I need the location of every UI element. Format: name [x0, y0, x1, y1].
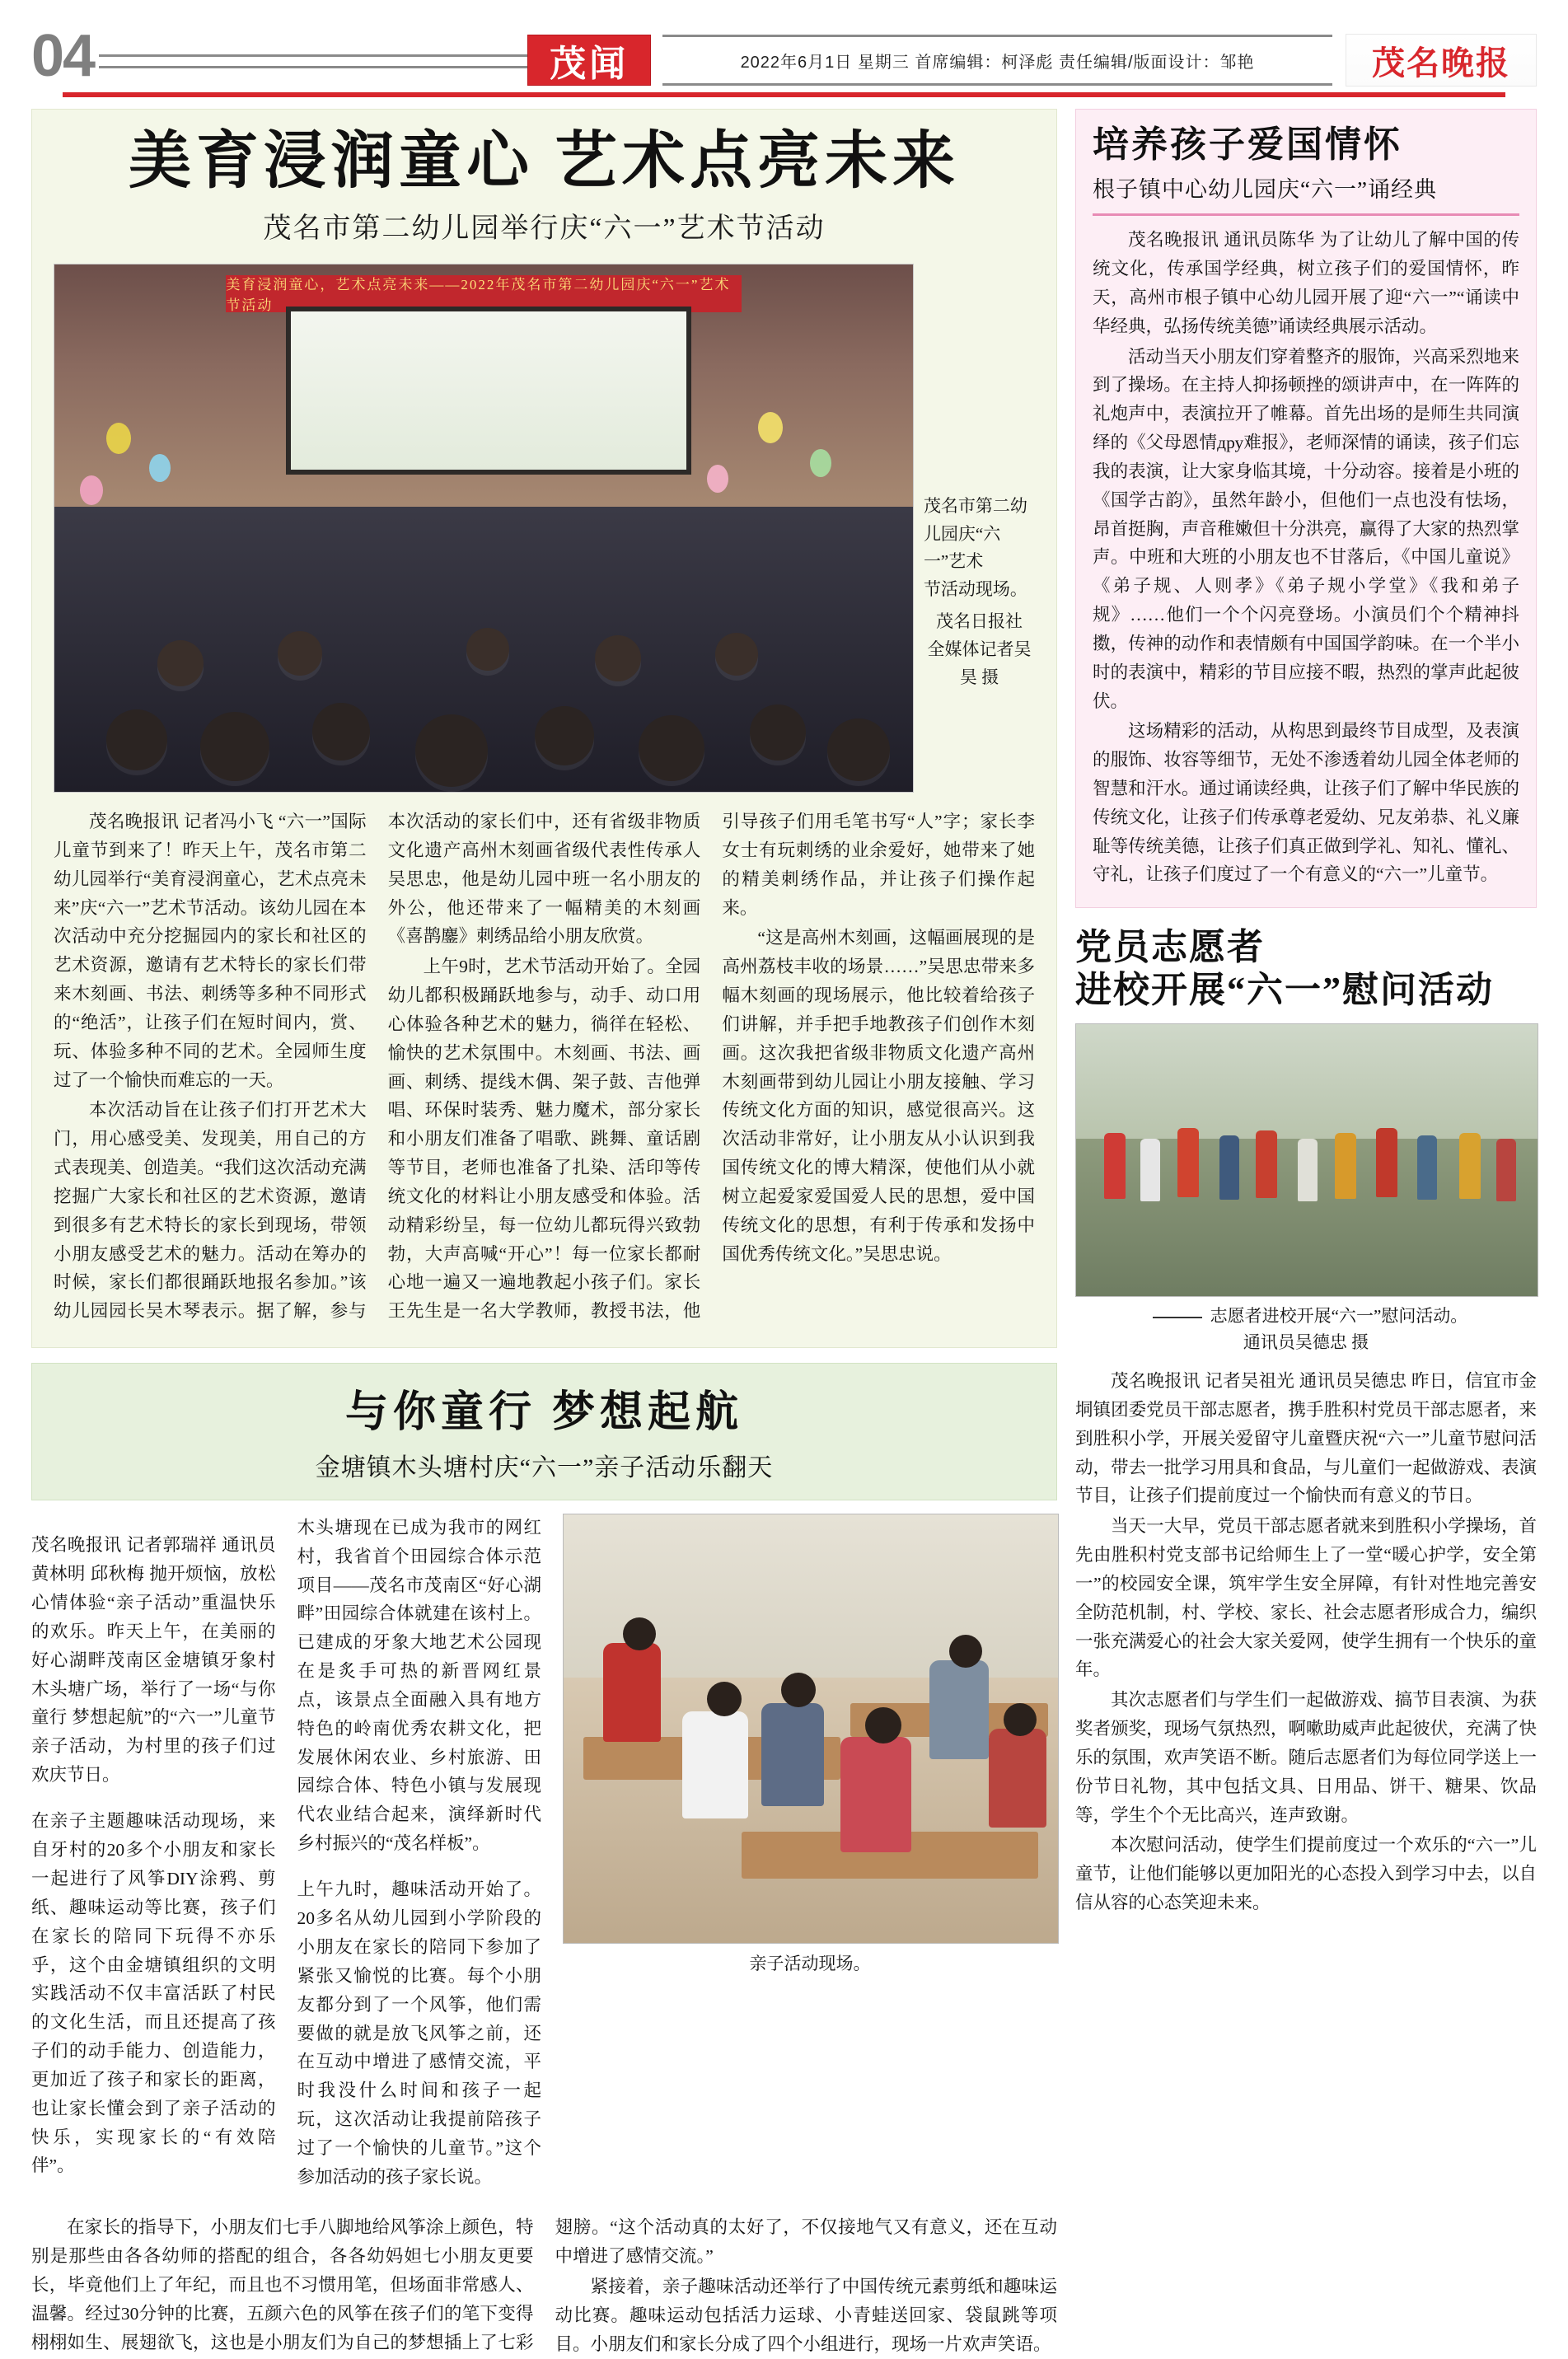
section-badge: 茂闻	[527, 35, 651, 86]
lead-body	[54, 807, 1035, 1326]
right-story2-paragraph: 当天一大早，党员干部志愿者就来到胜积小学操场，首先由胜积村党支部书记给师生上了一堂“暖心护学，安全第一”的校园安全课，筑牢学生安全屏障，有针对性地完善安全防范机制，村、学校、家长、社会志愿者形成合力，编织一张充满爱心的社会大家关爱网，使学生拥有一个快乐的童年。	[1075, 1516, 1537, 1680]
caption-line-1: 茂名市第二幼	[923, 496, 1027, 517]
right-story1-paragraph: 茂名晚报讯 通讯员陈华 为了让幼儿了解中国的传统文化，传承国学经典，树立孩子们的爱国情怀，昨天，高州市根子镇中心幼儿园开展了迎“六一”“诵读中华经典，弘扬传统美德”诵读经典展示活动。	[1093, 230, 1519, 336]
photo-person	[1298, 1139, 1318, 1201]
audience-head	[312, 703, 370, 761]
lead-photo	[54, 264, 914, 793]
lead-headline: 美育浸润童心 艺术点亮未来	[129, 127, 960, 196]
caption-credit-1: 茂名日报社	[935, 611, 1023, 632]
lead-story	[31, 109, 1057, 1348]
lead-paragraph: “这是高州木刻画，这幅画展现的是高州荔枝丰收的场景……”吴思忠带来多幅木刻画的现场展示，他比较着给孩子们讲解，并手把手地教孩子们创作木刻画。这次我把省级非物质文化遗产高州木刻画带到幼儿园让小朋友接触、学习传统文化方面的知识，感觉很高兴。这次活动非常好，让小朋友从小认识到我国传统文化的博大精深，使他们从小就树立起爱家爱国爱人民的思想，爱中国传统文化的思想，有利于传承和发扬中国优秀传统文化。”吴思忠说。	[722, 928, 1035, 1264]
masthead	[31, 0, 1537, 97]
right-story1-paragraph: 活动当天小朋友们穿着整齐的服饰，兴高采烈地来到了操场。在主持人抑扬顿挫的颂讲声中，在一阵阵的礼炮声中，表演拉开了帷幕。首先出场的是师生共同演绎的《父母恩情дру难报》，老师深情的诵读，孩子们忘我的表演，让大家身临其境，十分动容。接着是小班的《国学古韵》，虽然年龄小，但他们一点也没有怯场，昂首挺胸，声音稚嫩但十分洪亮，赢得了大家的热烈掌声。中班和大班的小朋友也不甘落后，《中国儿童说》《弟子规、人则孝》《弟子规小学堂》《我和弟子规》……他们一个个闪亮登场。小演员们个个精神抖擞，传神的动作和表情颇有中国国学韵味。在一个半小时的表演中，精彩的节目应接不暇，热烈的掌声此起彼伏。	[1093, 346, 1519, 711]
photo-person	[1256, 1130, 1277, 1198]
story2-tail	[31, 2213, 1057, 2358]
photo-person-head	[707, 1682, 742, 1716]
right-column	[1075, 109, 1537, 2300]
photo-person	[1417, 1135, 1437, 1200]
story2-subheadline: 金塘镇木头塘村庆“六一”亲子活动乐翻天	[315, 1453, 774, 1481]
audience-head	[278, 631, 322, 676]
photo-person	[1177, 1128, 1199, 1197]
right-story2-headline-line2: 进校开展“六一”慰问活动	[1075, 970, 1494, 1011]
photo-person	[1376, 1128, 1397, 1197]
story-volunteer-visit	[1075, 923, 1537, 1919]
story2-photo-caption: 亲子活动现场。	[749, 1953, 871, 1973]
photo-person-head	[623, 1617, 656, 1650]
right-story2-paragraph: 其次志愿者们与学生们一起做游戏、搞节目表演、为获奖者颁奖，现场气氛热烈，啊嗽助威声此起彼伏，充满了快乐的氛围，欢声笑语不断。随后志愿者们为每位同学送上一份节日礼物，其中包括文具、日用品、饼干、糖果、饮品等，学生个个无比高兴，连声致谢。	[1075, 1690, 1537, 1825]
photo-person	[989, 1729, 1046, 1828]
right-story2-caption	[1075, 1304, 1537, 1355]
caption-credit-2: 全媒体记者吴昊 摄	[927, 639, 1032, 687]
story-parent-child-activity	[31, 1363, 1057, 2359]
right-story2-paragraph: 茂名晚报讯 记者吴祖光 通讯员吴德忠 昨日，信宜市金垌镇团委党员干部志愿者，携手胜积村党员干部志愿者，来到胜积小学，开展关爱留守儿童暨庆祝“六一”儿童节慰问活动，带去一批学习用具和食品，与儿童们一起做游戏、表演节目，让孩子们提前度过一个愉快而有意义的节日。	[1075, 1371, 1537, 1506]
audience-head	[415, 714, 488, 787]
right-story1-headline: 培养孩子爱国情怀	[1093, 124, 1402, 165]
right-story2-paragraph: 本次慰问活动，使学生们提前度过一个欢乐的“六一”儿童节，让他们能够以更加阳光的心态投入到学习中去，以自信从容的心态笑迎未来。	[1075, 1835, 1537, 1913]
audience-head	[595, 635, 641, 681]
audience-head	[157, 640, 204, 686]
caption-line-2: 通讯员吴德忠 摄	[1243, 1332, 1369, 1352]
right-story1-paragraph: 这场精彩的活动，从构思到最终节目成型，及表演的服饰、妆容等细节，无处不渗透着幼儿园全体老师的智慧和汗水。通过诵读经典，让孩子们了解中华民族的传统文化，让孩子们传承尊老爱幼、兄友弟恭、礼义廉耻等传统美德，让孩子们真正做到学礼、知礼、懂礼、守礼，让孩子们度过了一个有意义的“六一”儿童节。	[1093, 721, 1519, 885]
photo-banner-text: 美育浸润童心，艺术点亮未来——2022年茂名市第二幼儿园庆“六一”艺术节活动	[226, 275, 741, 312]
story2-photo-area	[563, 1514, 1057, 2203]
lead-photo-caption	[924, 246, 1035, 691]
story2-paragraph: 木头塘现在已成为我市的网红村，我省首个田园综合体示范项目——茂名市茂南区“好心湖畔”田园综合体就建在该村上。已建成的牙象大地艺术公园现在是炙手可热的新晋网红景点，该景点全面融入具有地方特色的岭南优秀农耕文化，把发展休闲农业、乡村旅游、田园综合体、特色小镇与发展现代农业结合起来，演绎新时代乡村振兴的“茂名样板”。	[297, 1517, 541, 1854]
caption-line-1: 志愿者进校开展“六一”慰问活动。	[1210, 1306, 1468, 1327]
photo-person	[603, 1643, 661, 1742]
photo-projection-screen	[286, 307, 690, 475]
photo-person	[1104, 1133, 1126, 1199]
balloon	[707, 465, 728, 493]
photo-sky	[1076, 1024, 1538, 1139]
right-story1-body	[1093, 226, 1519, 889]
masthead-rule	[99, 49, 527, 74]
story2-body	[31, 1514, 1057, 2203]
page-number: 04	[31, 23, 95, 89]
photo-person	[682, 1711, 748, 1818]
lead-paragraph: 本次活动旨在让孩子们打开艺术大门，用心感受美、发现美，用自己的方式表现美、创造美。“我们这次活动充满挖掘广大家长和社区的艺术资源，邀请到很多有艺术特长的家长到现场，带领小朋友感受艺术的魅力。活动在筹办的时候，家长们都很踊跃地报名参加。”该幼儿园园长吴木琴表示。据了解，参与本次活动的家长们中，还有省级非物质文化遗产高州木刻画省级代表性传承人吴思忠，他是幼儿园中班一名小朋友的外公，他还带来了一幅精美的木刻画《喜鹊鏖》刺绣品给小朋友欣赏。	[54, 812, 701, 1322]
photo-person-head	[1004, 1703, 1037, 1736]
photo-person	[1496, 1139, 1516, 1201]
right-story2-photo	[1075, 1023, 1538, 1297]
balloon	[106, 423, 131, 454]
masthead-underline	[63, 92, 1505, 97]
story2-paragraph: 上午九时，趣味活动开始了。20多名从幼儿园到小学阶段的小朋友在家长的陪同下参加了紧张又愉悦的比赛。每个小朋友都分到了一个风筝，他们需要做的就是放飞风筝之前，还在互动中增进了感情交流，平时我没什么时间和孩子一起玩，这次活动让我提前陪孩子过了一个愉快的儿童节。”这个参加活动的孩子家长说。	[297, 1879, 541, 2187]
photo-person	[1140, 1139, 1160, 1201]
lead-paragraph: 上午9时，艺术节活动开始了。全园幼儿都积极踊跃地参与，动手、动口用心体验各种艺术的魅力，徜徉在轻松、愉快的艺术氛围中。木刻画、书法、画画、刺绣、提线木偶、架子鼓、吉他弹唱、环保时装秀、魅力魔术，部分家长和小朋友们准备了唱歌、跳舞、童话剧等节目，老师也准备了扎染、活印等传统文化的材料让小朋友感受和体验。活动精彩纷呈，每一位幼儿都玩得兴致勃勃，大声高喊“开心”！每一位家长都耐心地一遍又一遍地教起小孩子们。家长王先生是一名大学教师，教授书法，他引导孩子们用毛笔书写“人”字；家长李女士有玩刺绣的业余爱好，她带来了她的精美刺绣作品，并让孩子们操作起来。	[387, 812, 1035, 1322]
audience-head	[200, 712, 269, 781]
audience-head	[106, 709, 167, 770]
photo-person	[1335, 1133, 1356, 1199]
audience-head	[750, 704, 806, 761]
divider	[1093, 213, 1519, 216]
balloon	[149, 454, 171, 482]
photo-person	[1459, 1133, 1481, 1199]
audience-head	[639, 715, 704, 781]
right-story2-body	[1075, 1367, 1537, 1917]
page-body	[31, 109, 1537, 2354]
photo-person-head	[949, 1635, 982, 1668]
story2-photo	[563, 1514, 1059, 1944]
left-column	[31, 109, 1057, 2354]
balloon	[810, 449, 831, 477]
story2-text-columns	[31, 1514, 541, 2203]
story2-header	[31, 1363, 1057, 1500]
photo-person	[761, 1703, 824, 1806]
right-story2-headline-line1: 党员志愿者	[1075, 927, 1265, 968]
photo-person	[1219, 1135, 1239, 1200]
story-patriotism-kindergarten	[1075, 109, 1537, 908]
right-story1-subheadline: 根子镇中心幼儿园庆“六一”诵经典	[1093, 177, 1437, 203]
paper-logo: 茂名晚报	[1346, 34, 1537, 87]
story2-paragraph: 在亲子主题趣味活动现场，来自牙村的20多个小朋友和家长一起进行了风筝DIY涂鸦、剪纸、趣味运动等比赛，孩子们在家长的陪同下玩得不亦乐乎，这个由金塘镇组织的文明实践活动不仅丰富活跃了村民的文化生活，而且还提高了孩子们的动手能力、创造能力，更加近了孩子和家长的距离，也让家长懂会到了亲子活动的快乐，实现家长的“有效陪伴”。	[31, 1811, 276, 2176]
caption-line-2: 儿园庆“六一”艺术	[923, 523, 1001, 572]
story2-paragraph: 在家长的指导下，小朋友们七手八脚地给风筝涂上颜色，特别是那些由各各幼师的搭配的组合，各各幼妈妲七小朋友更要长，毕竟他们上了年纪，而且也不习惯用笔，但场面非常感人、温馨。经过30分钟的比赛，五颜六色的风筝在孩子们的笔下变得栩栩如生、展翅欲飞，这也是小朋友们为自己的梦想插上了七彩翅膀。“这个活动真的太好了，不仅接地气又有意义，还在互动中增进了感情交流。”	[31, 2217, 1057, 2352]
story2-paragraph: 茂名晚报讯 记者郭瑞祥 通讯员黄林明 邱秋梅 抛开烦恼，放松心情体验“亲子活动”重温快乐的欢乐。昨天上午，在美丽的好心湖畔茂南区金塘镇牙象村木头塘广场，举行了一场“与你童行 梦想起航”的“六一”儿童节亲子活动，为村里的孩子们过欢庆节日。	[31, 1535, 276, 1786]
audience-head	[827, 718, 890, 781]
photo-person	[840, 1737, 911, 1852]
lead-paragraph: 茂名晚报讯 记者冯小飞 “六一”国际儿童节到来了！昨天上午，茂名市第二幼儿园举行“美育浸润童心，艺术点亮未来”庆“六一”艺术节活动。该幼儿园在本次活动中充分挖掘园内的家长和社区的艺术资源，邀请有艺术特长的家长们带来木刻画、书法、刺绣等多种不同形式的“绝活”，让孩子们在短时间内，赏、玩、体验多种不同的艺术。全园师生度过了一个愉快而难忘的一天。	[54, 812, 367, 1090]
audience-head	[466, 628, 509, 671]
photo-person-head	[865, 1707, 901, 1744]
caption-line-3: 节活动现场。	[923, 578, 1027, 599]
story2-headline: 与你童行 梦想起航	[344, 1388, 743, 1436]
story2-paragraph: 紧接着，亲子趣味活动还举行了中国传统元素剪纸和趣味运动比赛。趣味运动包括活力运球、小青蛙送回家、袋鼠跳等项目。小朋友们和家长分成了四个小组进行，现场一片欢声笑语。	[555, 2277, 1057, 2354]
photo-person	[929, 1660, 989, 1759]
lead-subheadline: 茂名市第二幼儿园举行庆“六一”艺术节活动	[263, 213, 826, 245]
issue-info-line: 2022年6月1日 星期三 首席编辑：柯泽彪 责任编辑/版面设计：邹艳	[662, 35, 1332, 86]
